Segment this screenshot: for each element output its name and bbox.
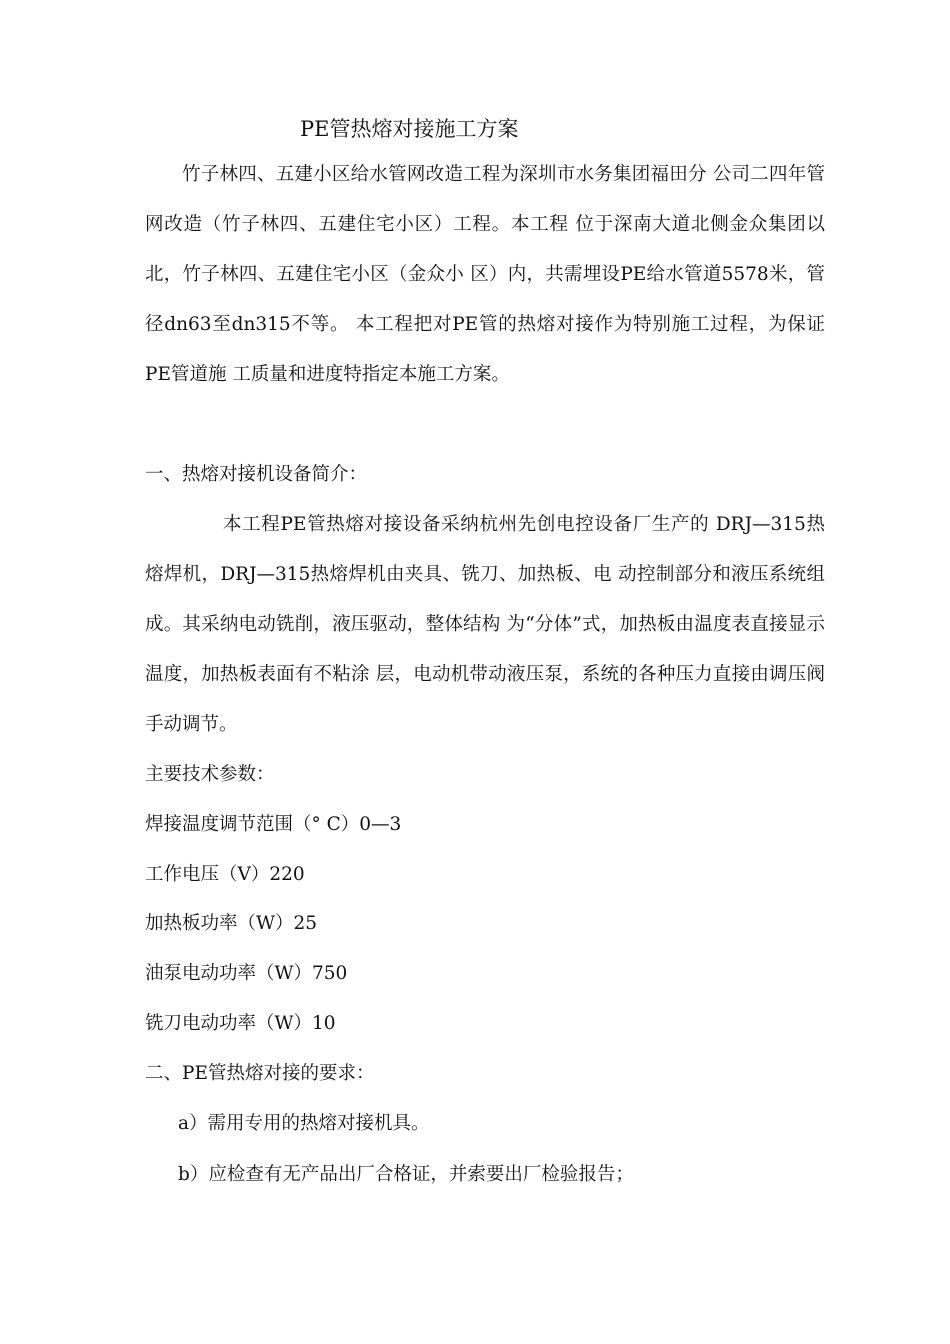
param-item: 焊接温度调节范围（° C）0—3 xyxy=(145,814,402,835)
param-item: 油泵电动功率（W）750 xyxy=(145,963,348,984)
section2-heading: 二、PE管热熔对接的要求： xyxy=(145,1063,375,1084)
params-heading: 主要技术参数： xyxy=(145,764,275,785)
param-item: 加热板功率（W）25 xyxy=(145,913,318,934)
section1-paragraph: 本工程PE管热熔对接设备采纳杭州先创电控设备厂生产的 DRJ—315热熔焊机，DRJ—315热熔焊机由夹具、铣刀、加热板、电 动控制部分和液压系统组成。其采纳电动铣削，液压驱动，整体结构 为“分体”式，加热板由温度表直接显示温度，加热板表面有不粘涂 层，电动机带动液压泵，系统的各种压力直接由调压阀手动调节。 xyxy=(145,514,825,735)
requirement-item: a）需用专用的热熔对接机具。 xyxy=(178,1113,430,1134)
intro-paragraph: 竹子林四、五建小区给水管网改造工程为深圳市水务集团福田分 公司二四年管网改造（竹子林四、五建住宅小区）工程。本工程 位于深南大道北侧金众集团以北，竹子林四、五建住宅小区（金众小 区）内，共需埋设PE给水管道5578米，管径dn63至dn315不等。 本工程把对PE管的热熔对接作为特别施工过程，为保证PE管道施 工质量和进度特指定本施工方案。 xyxy=(145,164,825,385)
param-item: 工作电压（V）220 xyxy=(145,864,305,885)
document-title: PE管热熔对接施工方案 xyxy=(300,117,519,141)
requirement-item: b）应检查有无产品出厂合格证，并索要出厂检验报告； xyxy=(178,1164,634,1185)
section1-heading: 一、热熔对接机设备简介： xyxy=(145,464,368,485)
param-item: 铣刀电动功率（W）10 xyxy=(145,1013,336,1034)
